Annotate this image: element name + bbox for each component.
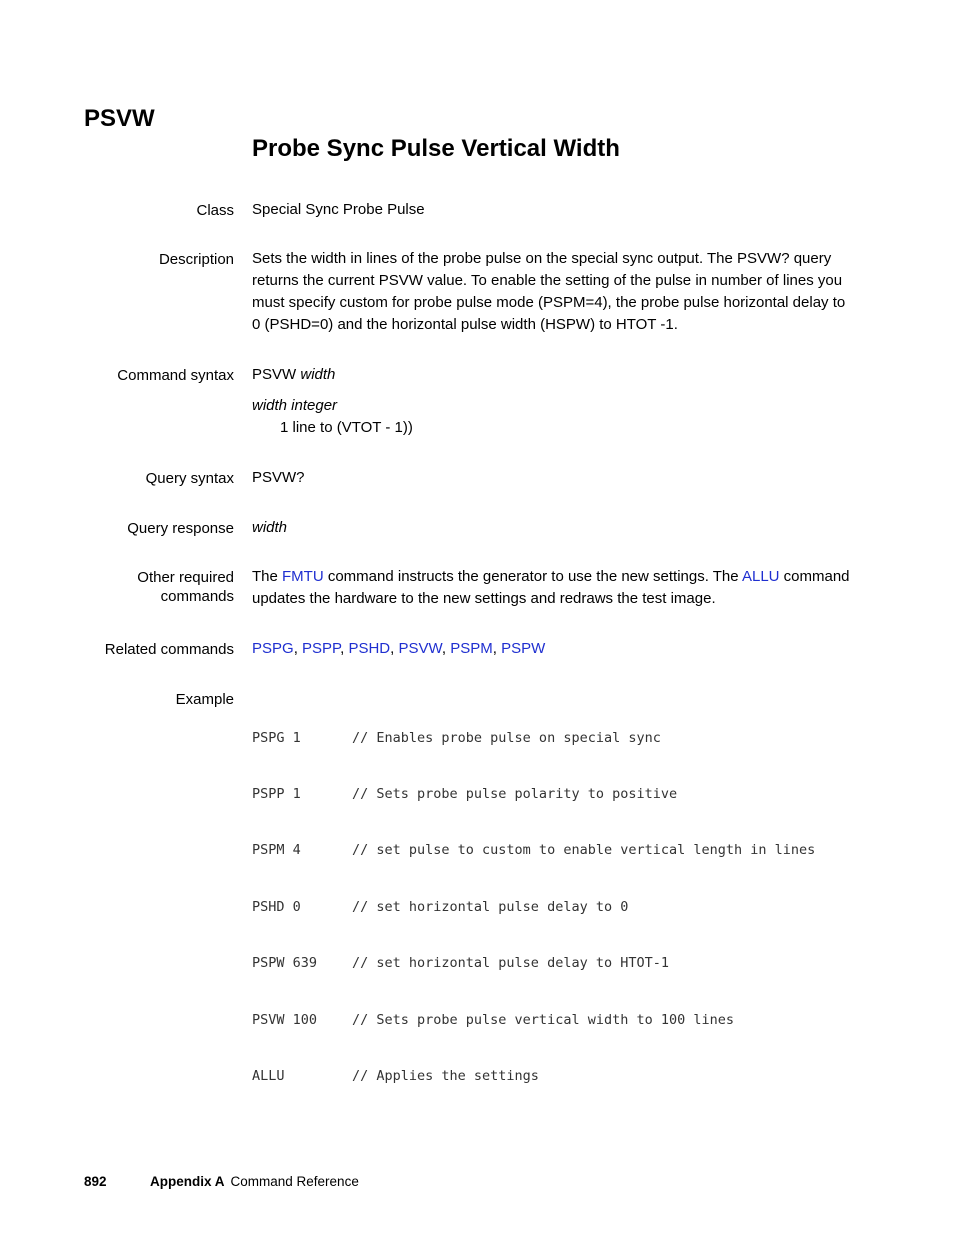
related-link-pspg[interactable]: PSPG xyxy=(252,640,294,657)
code-row xyxy=(252,729,872,748)
code-command: PSPG 1 xyxy=(252,729,301,746)
description-text xyxy=(252,248,872,336)
description-line: Sets the width in lines of the probe pulse on the special sync output. The PSVW? query xyxy=(252,250,832,267)
code-comment: // set horizontal pulse delay to HTOT-1 xyxy=(352,955,669,972)
code-row xyxy=(252,898,872,917)
query-syntax-label: Query syntax xyxy=(145,470,234,487)
other-required-label-line: commands xyxy=(160,588,234,605)
related-commands-label: Related commands xyxy=(104,641,234,658)
code-command: PSPP 1 xyxy=(252,785,301,802)
related-link-pspm[interactable]: PSPM xyxy=(450,640,493,657)
related-link-pspw[interactable]: PSPW xyxy=(501,640,546,657)
query-syntax-value: PSVW? xyxy=(252,469,305,486)
related-separator: , xyxy=(340,640,349,657)
other-required-label xyxy=(137,568,234,606)
other-required-text-after: command xyxy=(779,568,850,585)
command-syntax-line xyxy=(252,364,872,386)
code-command: PSPM 4 xyxy=(252,842,301,859)
code-row xyxy=(252,1011,872,1030)
param-range: 1 line to (VTOT - 1)) xyxy=(280,419,413,436)
command-title-heading: Probe Sync Pulse Vertical Width xyxy=(252,135,620,162)
other-required-line-2: updates the hardware to the new settings and redraws the test image. xyxy=(252,590,716,607)
description-label: Description xyxy=(158,251,234,268)
related-separator: , xyxy=(492,640,502,657)
other-required-line xyxy=(252,566,872,588)
command-syntax-block xyxy=(252,364,872,439)
code-command: PSVW 100 xyxy=(252,1011,318,1028)
code-row xyxy=(252,785,872,804)
example-code-block xyxy=(252,691,872,1105)
footer-appendix: Appendix A xyxy=(150,1174,225,1189)
class-label: Class xyxy=(196,202,234,219)
description-line: 0 (PSHD=0) and the horizontal pulse width (HSPW) to HTOT -1. xyxy=(252,316,678,333)
code-command: PSPW 639 xyxy=(252,955,318,972)
other-required-text-middle: command instructs the generator to use the new settings. The xyxy=(323,568,742,585)
other-required-text-before: The xyxy=(252,568,283,585)
code-row xyxy=(252,1067,872,1086)
query-response-label: Query response xyxy=(127,520,234,537)
code-comment: // Enables probe pulse on special sync xyxy=(352,729,661,746)
example-label: Example xyxy=(175,691,234,708)
related-link-pspp[interactable]: PSPP xyxy=(302,640,341,657)
code-comment: // Applies the settings xyxy=(352,1067,539,1084)
code-comment: // set pulse to custom to enable vertical length in lines xyxy=(352,842,816,859)
description-line: must specify custom for probe pulse mode (PSPM=4), the probe pulse horizontal delay to xyxy=(252,294,846,311)
code-comment: // Sets probe pulse vertical width to 100 lines xyxy=(352,1011,735,1028)
command-syntax-param: width xyxy=(300,366,336,383)
command-name-heading: PSVW xyxy=(84,105,155,132)
code-command: PSHD 0 xyxy=(252,898,301,915)
page-number: 892 xyxy=(84,1174,107,1189)
command-syntax-label: Command syntax xyxy=(117,367,234,384)
footer-section: Command Reference xyxy=(230,1174,359,1189)
related-link-pshd[interactable]: PSHD xyxy=(348,640,391,657)
related-separator: , xyxy=(293,640,303,657)
code-command: ALLU xyxy=(252,1067,285,1084)
command-syntax-cmd: PSVW xyxy=(252,366,297,383)
related-separator: , xyxy=(441,640,451,657)
other-required-label-line: Other required xyxy=(137,569,234,586)
class-value: Special Sync Probe Pulse xyxy=(252,201,425,218)
query-response-value: width xyxy=(252,519,288,536)
code-row xyxy=(252,954,872,973)
fmtu-link[interactable]: FMTU xyxy=(282,568,324,585)
page-footer xyxy=(84,1173,359,1191)
param-definition: width integer xyxy=(252,397,338,414)
related-commands-list xyxy=(252,638,872,660)
allu-link[interactable]: ALLU xyxy=(741,568,780,585)
related-link-psvw[interactable]: PSVW xyxy=(398,640,442,657)
code-comment: // set horizontal pulse delay to 0 xyxy=(352,898,629,915)
code-row xyxy=(252,841,872,860)
other-required-text xyxy=(252,566,872,610)
related-separator: , xyxy=(390,640,399,657)
code-comment: // Sets probe pulse polarity to positive xyxy=(352,785,678,802)
description-line: returns the current PSVW value. To enable the setting of the pulse in number of lines you xyxy=(252,272,843,289)
